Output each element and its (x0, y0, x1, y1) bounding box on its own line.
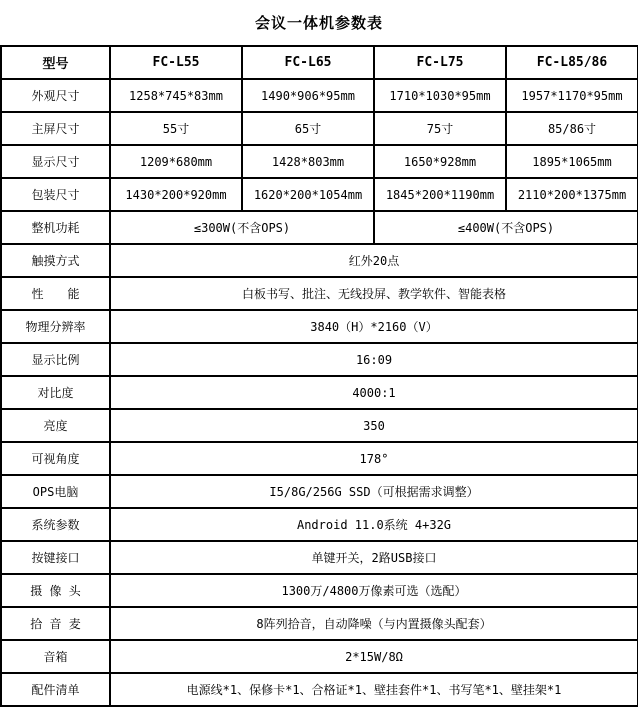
spec-cell: 1430*200*920mm (110, 178, 242, 211)
spec-cell: 350 (110, 409, 638, 442)
spec-cell: ≤400W(不含OPS) (374, 211, 638, 244)
spec-cell: 1710*1030*95mm (374, 79, 506, 112)
header-model-3: FC-L75 (374, 46, 506, 79)
spec-cell: 1209*680mm (110, 145, 242, 178)
row-aspect-ratio (1, 343, 638, 376)
row-touch-method (1, 244, 638, 277)
row-label: 对比度 (1, 376, 110, 409)
spec-cell: 178° (110, 442, 638, 475)
row-label: 系统参数 (1, 508, 110, 541)
spec-cell: 1620*200*1054mm (242, 178, 374, 211)
row-label: 主屏尺寸 (1, 112, 110, 145)
row-package-size (1, 178, 638, 211)
spec-cell: 16:09 (110, 343, 638, 376)
row-camera (1, 574, 638, 607)
spec-cell: 1300万/4800万像素可选（选配） (110, 574, 638, 607)
spec-cell: I5/8G/256G SSD（可根据需求调整） (110, 475, 638, 508)
spec-cell: 65寸 (242, 112, 374, 145)
spec-cell: 1428*803mm (242, 145, 374, 178)
table-header-row (1, 46, 638, 79)
spec-cell: 电源线*1、保修卡*1、合格证*1、壁挂套件*1、书写笔*1、壁挂架*1 (110, 673, 638, 706)
spec-cell: 1957*1170*95mm (506, 79, 638, 112)
row-exterior-size (1, 79, 638, 112)
spec-cell: Android 11.0系统 4+32G (110, 508, 638, 541)
spec-cell: 1650*928mm (374, 145, 506, 178)
row-label: 按键接口 (1, 541, 110, 574)
row-microphone (1, 607, 638, 640)
spec-cell: 3840（H）*2160（V） (110, 310, 638, 343)
row-label: 显示尺寸 (1, 145, 110, 178)
row-label: 整机功耗 (1, 211, 110, 244)
header-model-2: FC-L65 (242, 46, 374, 79)
spec-cell: 2110*200*1375mm (506, 178, 638, 211)
row-physical-resolution (1, 310, 638, 343)
row-label: 可视角度 (1, 442, 110, 475)
row-label: 外观尺寸 (1, 79, 110, 112)
spec-cell: 55寸 (110, 112, 242, 145)
row-label: 音箱 (1, 640, 110, 673)
row-label: 物理分辨率 (1, 310, 110, 343)
spec-cell: 8阵列拾音，自动降噪（与内置摄像头配套） (110, 607, 638, 640)
spec-cell: 白板书写、批注、无线投屏、教学软件、智能表格 (110, 277, 638, 310)
row-label: 配件清单 (1, 673, 110, 706)
spec-cell: 单键开关，2路USB接口 (110, 541, 638, 574)
header-model-4: FC-L85/86 (506, 46, 638, 79)
row-label: 拾 音 麦 (1, 607, 110, 640)
row-main-screen-size (1, 112, 638, 145)
spec-cell: 1895*1065mm (506, 145, 638, 178)
spec-cell: 75寸 (374, 112, 506, 145)
row-accessories (1, 673, 638, 706)
row-features (1, 277, 638, 310)
row-label: 性 能 (1, 277, 110, 310)
row-label: 摄 像 头 (1, 574, 110, 607)
row-power-consumption (1, 211, 638, 244)
header-model-1: FC-L55 (110, 46, 242, 79)
spec-cell: 1490*906*95mm (242, 79, 374, 112)
spec-table (0, 45, 638, 707)
spec-cell: 1845*200*1190mm (374, 178, 506, 211)
spec-cell: 1258*745*83mm (110, 79, 242, 112)
spec-cell: 4000:1 (110, 376, 638, 409)
row-label: 显示比例 (1, 343, 110, 376)
row-ops-pc (1, 475, 638, 508)
spec-cell: 2*15W/8Ω (110, 640, 638, 673)
row-label: 包装尺寸 (1, 178, 110, 211)
spec-cell: 红外20点 (110, 244, 638, 277)
row-buttons-ports (1, 541, 638, 574)
row-brightness (1, 409, 638, 442)
row-label: 触摸方式 (1, 244, 110, 277)
row-contrast (1, 376, 638, 409)
row-display-size (1, 145, 638, 178)
row-label: 亮度 (1, 409, 110, 442)
header-model-label: 型号 (1, 46, 110, 79)
row-speaker (1, 640, 638, 673)
spec-cell: ≤300W(不含OPS) (110, 211, 374, 244)
row-system-params (1, 508, 638, 541)
row-label: OPS电脑 (1, 475, 110, 508)
page-title: 会议一体机参数表 (254, 14, 383, 32)
spec-cell: 85/86寸 (506, 112, 638, 145)
row-viewing-angle (1, 442, 638, 475)
